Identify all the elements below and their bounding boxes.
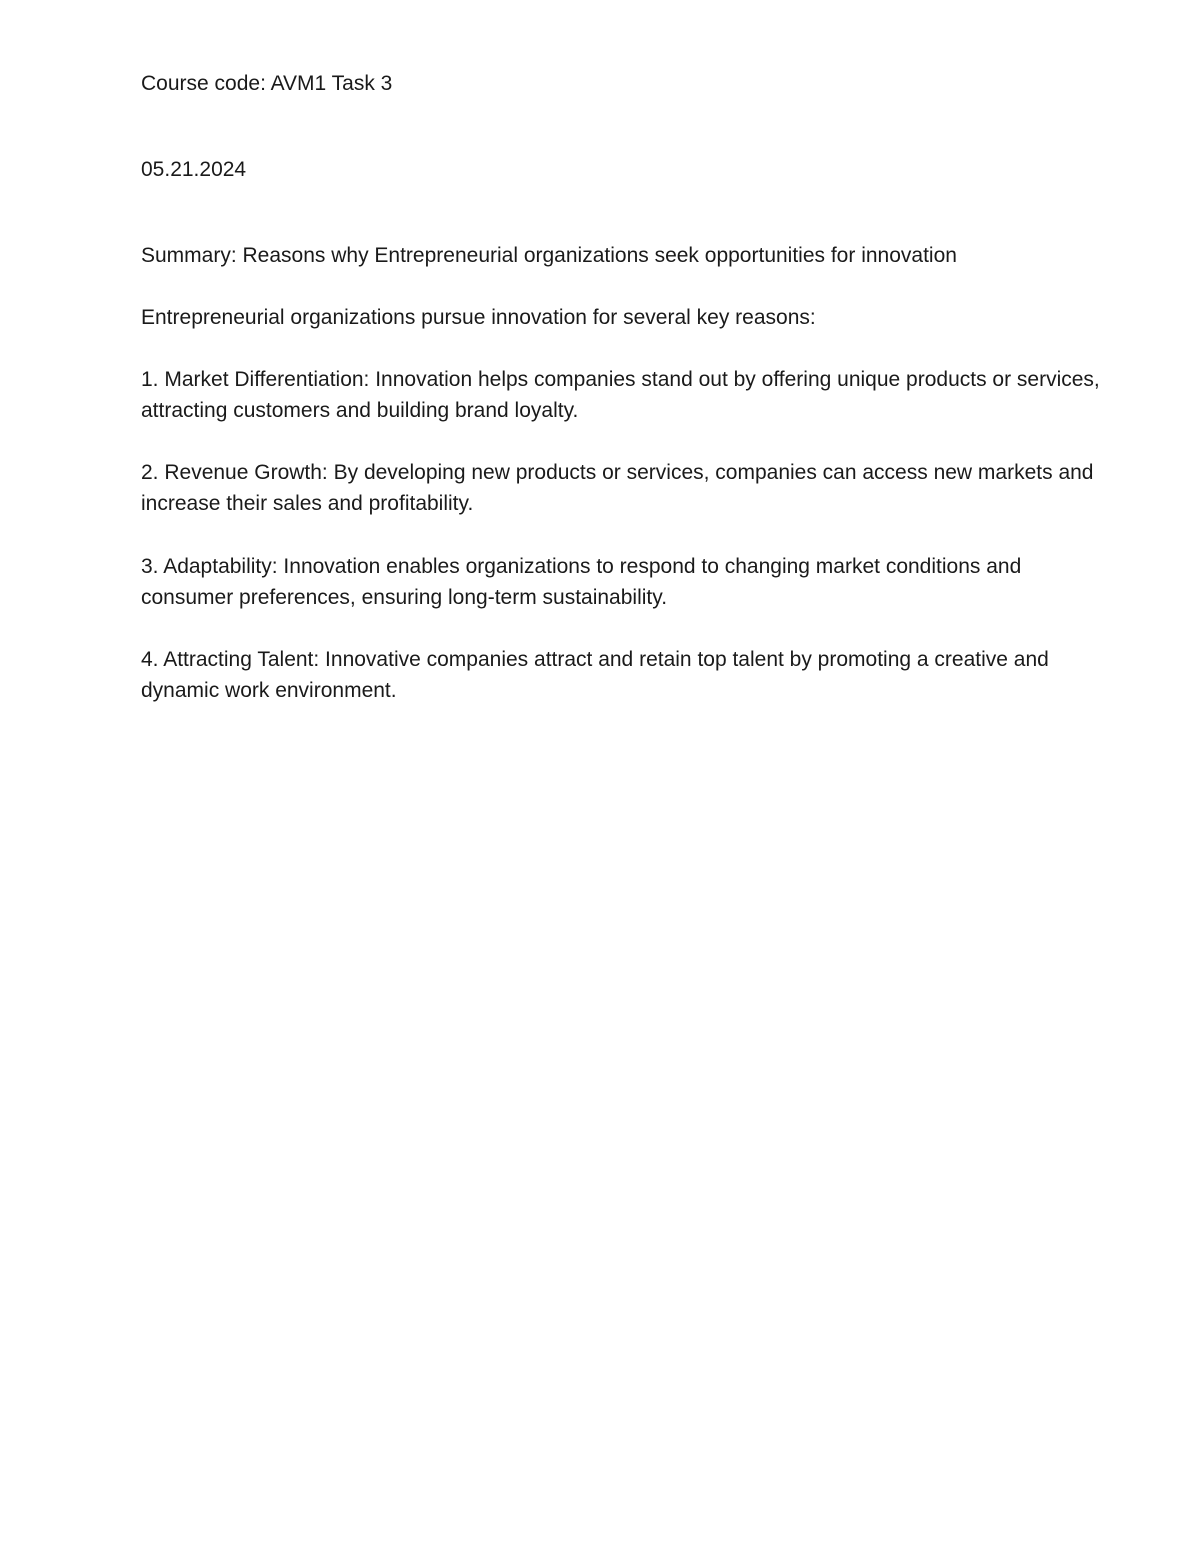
reason-revenue-growth: 2. Revenue Growth: By developing new products or services, companies can access new markets and increase their sales and profitability.: [141, 461, 1094, 515]
document-date: 05.21.2024: [141, 158, 247, 181]
course-code: Course code: AVM1 Task 3: [141, 72, 393, 95]
reason-adaptability: 3. Adaptability: Innovation enables organizations to respond to changing market conditions and consumer preferences, ensuring long-term sustainability.: [141, 555, 1022, 609]
intro-paragraph: Entrepreneurial organizations pursue innovation for several key reasons:: [141, 306, 816, 329]
reason-market-differentiation: 1. Market Differentiation: Innovation helps companies stand out by offering unique products or services, attracting customers and building brand loyalty.: [141, 368, 1100, 422]
summary-heading: Summary: Reasons why Entrepreneurial organizations seek opportunities for innovation: [141, 244, 957, 267]
reason-attracting-talent: 4. Attracting Talent: Innovative companies attract and retain top talent by promoting a creative and dynamic work environment.: [141, 648, 1049, 702]
